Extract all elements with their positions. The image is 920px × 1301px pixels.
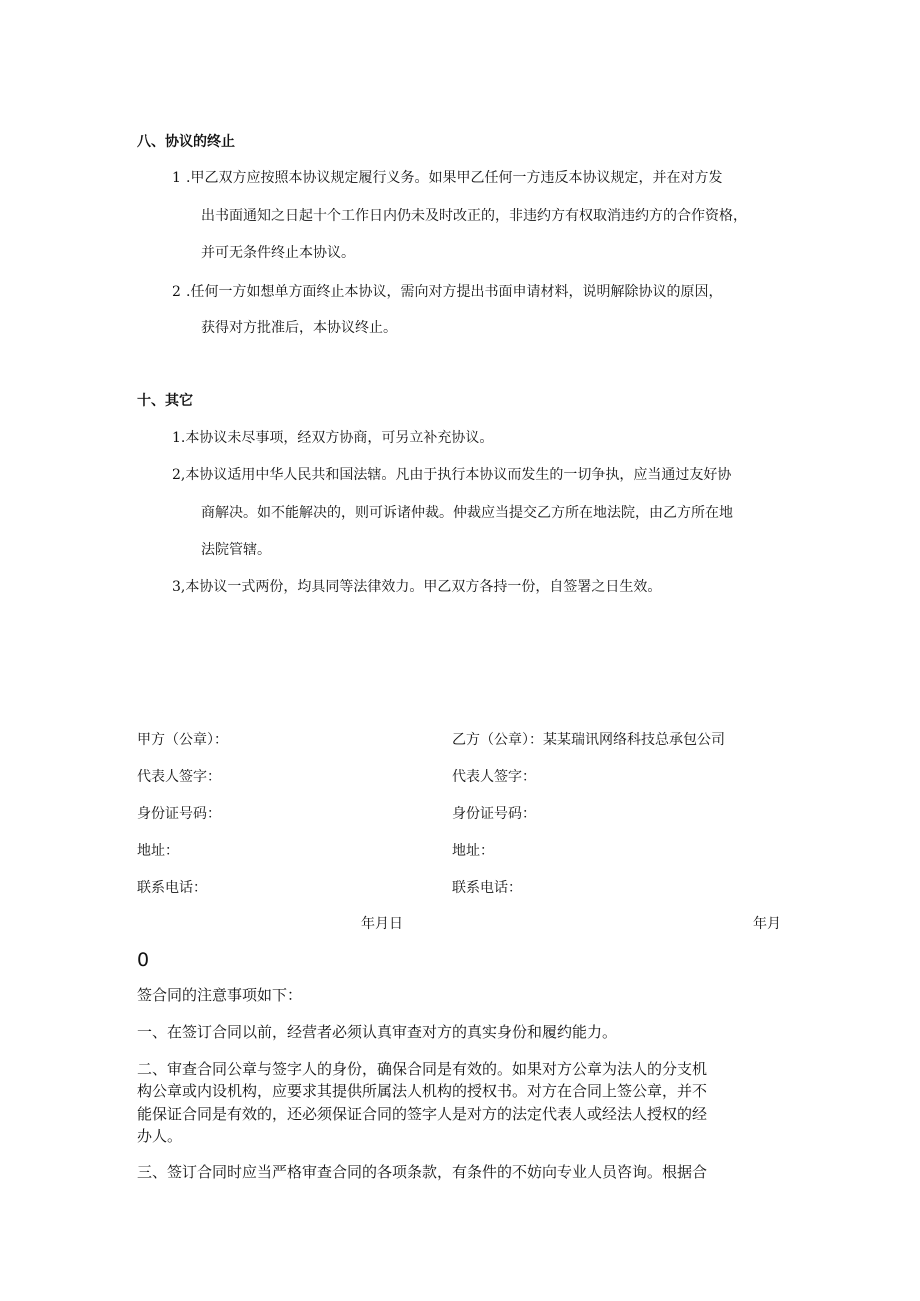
section-10-item-2-line-3: 法院管辖。 [201, 542, 271, 558]
notes-intro: 签合同的注意事项如下： [137, 986, 303, 1004]
party-b-seal-label: 乙方（公章）：某某瑞讯网络科技总承包公司 [452, 732, 725, 748]
section-10-item-3: 3,本协议一式两份，均具同等法律效力。甲乙双方各持一份，自签署之日生效。 [172, 579, 662, 595]
party-b-phone-label: 联系电话： [452, 880, 522, 896]
party-a-seal-label: 甲方（公章）： [137, 732, 228, 748]
party-b-id-label: 身份证号码： [452, 806, 536, 822]
section-8-item-2-line-1: .任何一方如想单方面终止本协议，需向对方提出书面申请材料，说明解除协议的原因， [186, 284, 723, 300]
notes-paragraph-2-line-3: 能保证合同是有效的，还必须保证合同的签字人是对方的法定代表人或经法人授权的经 [137, 1105, 708, 1123]
notes-paragraph-3: 三、签订合同时应当严格审查合同的各项条款，有条件的不妨向专业人员咨询。根据合 [137, 1163, 708, 1181]
party-b-representative-label: 代表人签字： [452, 769, 536, 785]
section-10-item-2-line-2: 商解决。如不能解决的，则可诉诸仲裁。仲裁应当提交乙方所在地法院，由乙方所在地 [201, 505, 733, 521]
stray-zero: 0 [137, 949, 150, 971]
section-8-item-1-number: 1 [172, 170, 181, 186]
section-8-item-1-line-2: 出书面通知之日起十个工作日内仍未及时改正的，非违约方有权取消违约方的合作资格， [201, 208, 747, 224]
party-a-representative-label: 代表人签字： [137, 769, 221, 785]
section-8-item-1-line-1: .甲乙双方应按照本协议规定履行义务。如果甲乙任何一方违反本协议规定，并在对方发 [186, 170, 723, 186]
notes-paragraph-1: 一、在签订合同以前，经营者必须认真审查对方的真实身份和履约能力。 [137, 1023, 618, 1041]
party-b-address-label: 地址： [452, 843, 494, 859]
party-a-id-label: 身份证号码： [137, 806, 221, 822]
notes-paragraph-2-line-4: 办人。 [137, 1127, 183, 1145]
party-a-date: 年月日 [361, 916, 403, 932]
section-8-title: 八、协议的终止 [137, 134, 235, 150]
party-b-date: 年月 [753, 916, 781, 932]
notes-paragraph-2-line-1: 二、审查合同公章与签字人的身份，确保合同是有效的。如果对方公章为法人的分支机 [137, 1060, 708, 1078]
section-8-item-2-number: 2 [172, 284, 181, 300]
section-8-item-1-line-3: 并可无条件终止本协议。 [201, 245, 355, 261]
notes-paragraph-2-line-2: 构公章或内设机构，应要求其提供所属法人机构的授权书。对方在合同上签公章，并不 [137, 1082, 708, 1100]
party-a-phone-label: 联系电话： [137, 880, 207, 896]
section-10-item-1: 1.本协议未尽事项，经双方协商，可另立补充协议。 [172, 430, 494, 446]
section-10-item-2-line-1: 2,本协议适用中华人民共和国法辖。凡由于执行本协议而发生的一切争执，应当通过友好协 [172, 467, 732, 483]
section-8-item-2-line-2: 获得对方批准后，本协议终止。 [201, 320, 397, 336]
party-a-address-label: 地址： [137, 843, 179, 859]
section-10-title: 十、其它 [137, 393, 193, 409]
